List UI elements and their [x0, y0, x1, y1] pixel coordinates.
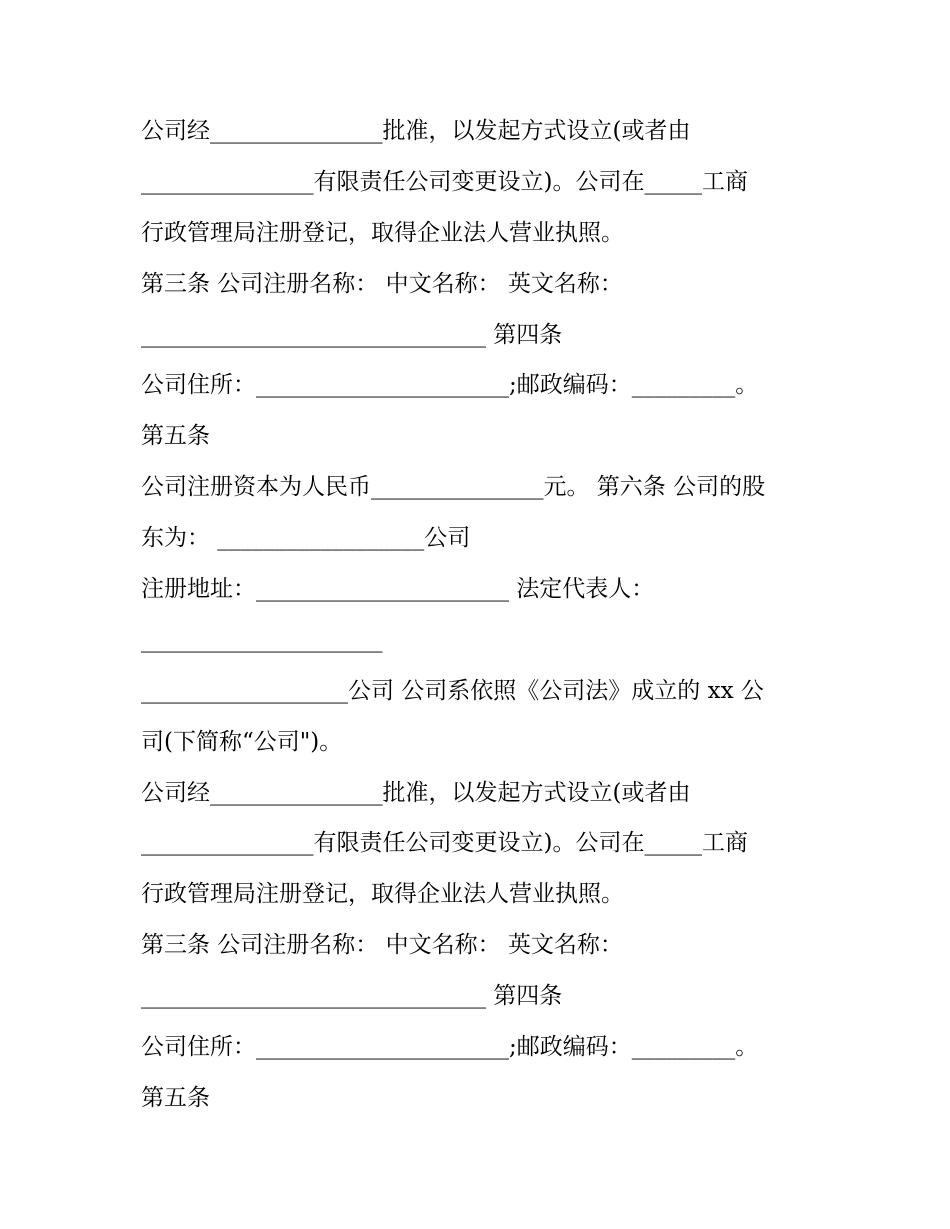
text-line: _______________有限责任公司变更设立)。公司在_____工商: [141, 168, 748, 195]
text-line: 东为： __________________公司: [141, 525, 471, 552]
text-line: _____________________: [141, 626, 383, 653]
text-line: 司(下简称“公司")。: [141, 728, 343, 755]
text-line: __________________公司 公司系依照《公司法》成立的 xx 公: [141, 677, 764, 704]
text-line: 第五条: [141, 1084, 210, 1111]
document-body: [141, 106, 821, 1124]
text-line: _______________有限责任公司变更设立)。公司在_____工商: [141, 830, 748, 857]
text-line: 公司经_______________批准，以发起方式设立(或者由: [141, 779, 691, 806]
text-line: 第三条 公司注册名称： 中文名称： 英文名称：: [141, 270, 623, 297]
text-line: 公司住所：______________________;邮政编码：_________。: [141, 372, 759, 399]
text-line: 公司注册资本为人民币_______________元。 第六条 公司的股: [141, 474, 766, 501]
text-line: ______________________________ 第四条: [141, 983, 563, 1010]
text-line: 行政管理局注册登记，取得企业法人营业执照。: [141, 219, 624, 246]
text-line: 第三条 公司注册名称： 中文名称： 英文名称：: [141, 932, 623, 959]
text-line: 公司住所：______________________;邮政编码：_________。: [141, 1034, 759, 1061]
text-line: 公司经_______________批准，以发起方式设立(或者由: [141, 118, 691, 144]
text-line: ______________________________ 第四条: [141, 321, 563, 348]
text-line: 注册地址：______________________ 法定代表人：: [141, 576, 655, 603]
text-line: 行政管理局注册登记，取得企业法人营业执照。: [141, 881, 624, 908]
text-line: 第五条: [141, 423, 210, 450]
